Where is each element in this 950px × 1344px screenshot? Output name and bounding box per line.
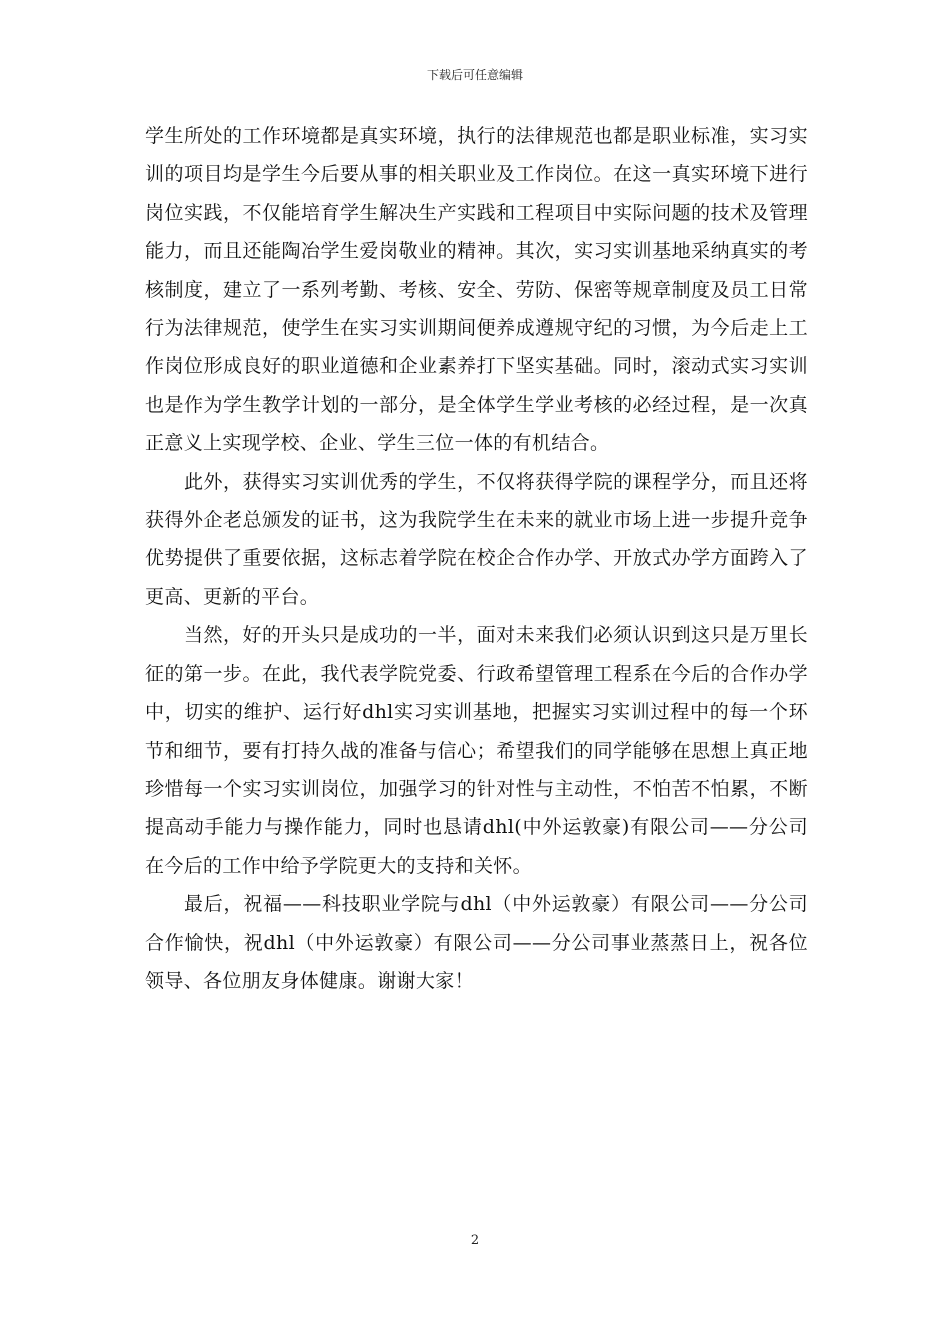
paragraph-continuation: 学生所处的工作环境都是真实环境，执行的法律规范也都是职业标准，实习实训的项目均是学生今后要从事的相关职业及工作岗位。在这一真实环境下进行岗位实践，不仅能培育学生解决生产实践和工程项目中实际问题的技术及管理能力，而且还能陶冶学生爱岗敬业的精神。其次，实习实训基地采纳真实的考核制度，建立了一系列考勤、考核、安全、劳防、保密等规章制度及员工日常行为法律规范，使学生在实习实训期间便养成遵规守纪的习惯，为今后走上工作岗位形成良好的职业道德和企业素养打下坚实基础。同时，滚动式实习实训也是作为学生教学计划的一部分，是全体学生学业考核的必经过程，是一次真正意义上实现学校、企业、学生三位一体的有机结合。 xyxy=(145,125,808,455)
paragraph-excellent-students: 此外，获得实习实训优秀的学生，不仅将获得学院的课程学分，而且还将获得外企老总颁发的证书，这为我院学生在未来的就业市场上进一步提升竞争优势提供了重要依据，这标志着学院在校企合作办学、开放式办学方面跨入了更高、更新的平台。 xyxy=(145,470,808,608)
document-body xyxy=(145,117,808,1000)
page-header: 下载后可任意编辑 xyxy=(426,68,523,82)
paragraph-closing-wishes: 最后，祝福——科技职业学院与dhl（中外运敦豪）有限公司——分公司合作愉快，祝dhl（中外运敦豪）有限公司——分公司事业蒸蒸日上，祝各位领导、各位朋友身体健康。谢谢大家！ xyxy=(145,893,808,992)
paragraph-first-step: 当然，好的开头只是成功的一半，面对未来我们必须认识到这只是万里长征的第一步。在此，我代表学院党委、行政希望管理工程系在今后的合作办学中，切实的维护、运行好dhl实习实训基地，把握实习实训过程中的每一个环节和细节，要有打持久战的准备与信心；希望我们的同学能够在思想上真正地珍惜每一个实习实训岗位，加强学习的针对性与主动性，不怕苦不怕累，不断提高动手能力与操作能力，同时也恳请dhl(中外运敦豪)有限公司——分公司在今后的工作中给予学院更大的支持和关怀。 xyxy=(145,624,808,877)
page-number: 2 xyxy=(470,1233,480,1248)
